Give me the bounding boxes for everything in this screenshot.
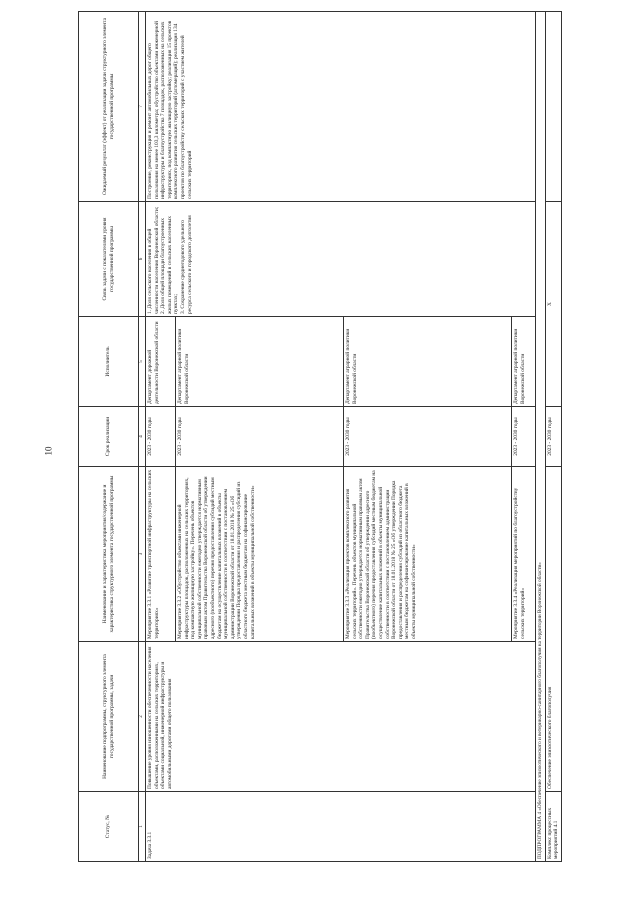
- col-number: 2: [139, 642, 146, 792]
- col-number: 1: [139, 792, 146, 862]
- event-term: 2023 - 2030 годы: [512, 407, 536, 467]
- complex-empty: [545, 12, 561, 202]
- task-result: Построение, реконструкция и ремонт автомобильных дорог общего пользования на менее 103,3 километра; обустройство объектами инженерной инфраструктуры и благоустройства 7 площадок, расположенных на сельских территориях, под компактную жилищную застройку; реализация 15 проектов комплексного развития сельских территорий (агломераций); реализация 134 проектов по благоустройству сельских территорий с участием жителей сельских территорий: [146, 12, 536, 202]
- event-executor: Департамент аграрной политики Воронежской области: [344, 317, 512, 407]
- table-row: [146, 12, 176, 862]
- complex-mark: X: [545, 202, 561, 407]
- complex-name: Обеспечение эпизоотического благополучия: [545, 467, 561, 792]
- column-number-row: [139, 12, 146, 862]
- subprogram-title: ПОДПРОГРАММА 4 «Обеспечение эпизоотического и ветеринарно-санитарного благополучия на территории Воронежской области»: [536, 12, 546, 862]
- complex-row: [545, 12, 561, 862]
- header-event: Наименование и характеристика мероприятия/содержание и характеристика структурного элемента государственной программы: [79, 467, 139, 642]
- col-number: 3: [139, 467, 146, 642]
- event-term: 2023 - 2030 годы: [344, 407, 512, 467]
- col-number: 5: [139, 317, 146, 407]
- program-table: [78, 11, 562, 862]
- header-indicators: Связь задачи с показателями уровня государственной программы: [79, 202, 139, 317]
- header-name: Наименование подпрограммы, структурного элемента государственной программы, задачи: [79, 642, 139, 792]
- task-status: Задача 3.3.1: [146, 792, 536, 862]
- event-name: Мероприятие 3.3.3 «Реализация проектов комплексного развития сельских территорий». Перечень объектов муниципальной собственности ежегодно утверждается нормативным правовым актом Правительства Воронежской области об утверждении адресного (пообъектного) перечня предоставления субсидий местным бюджетам на осуществление капитальных вложений в объекты муниципальной собственности в соответствии с постановлением администрации Воронежской области от 18.01.2018 № 25 «Об утверждении Порядка предоставления и распределения субсидий из областного бюджета местным бюджетам на софинансирование капитальных вложений в объекты муниципальной собственности»: [344, 467, 512, 642]
- event-term: 2023 - 2030 годы: [146, 407, 176, 467]
- complex-term: 2023 - 2030 годы: [545, 407, 561, 467]
- event-name: Мероприятие 3.3.4 «Реализация мероприятий по благоустройству сельских территорий»: [512, 467, 536, 642]
- header-executor: Исполнитель: [79, 317, 139, 407]
- subprogram-row: [536, 12, 546, 862]
- event-executor: Департамент аграрной политики Воронежской области: [176, 317, 344, 407]
- event-executor: Департамент дорожной деятельности Воронежской области: [146, 317, 176, 407]
- col-number: 7: [139, 12, 146, 202]
- event-term: 2023 - 2030 годы: [176, 407, 344, 467]
- page-number: 10: [43, 446, 54, 456]
- col-number: 6: [139, 202, 146, 317]
- header-term: Срок реализации: [79, 407, 139, 467]
- complex-status: Комплекс процессных мероприятий 4.1: [545, 792, 561, 862]
- task-indicators: 1. Доля сельского населения в общей численности населения Воронежской области; 2. Доля общей площади благоустроенных жилых помещений в сельских населенных пунктах; 3. Сохранение среднегодового удельного ресурса сельского и городского долголетия: [146, 202, 536, 317]
- header-status: Статус, №: [79, 792, 139, 862]
- event-name: Мероприятие 3.3.1 «Развитие транспортной инфраструктуры на сельских территориях»: [146, 467, 176, 642]
- event-executor: Департамент аграрной политики Воронежской области: [512, 317, 536, 407]
- col-number: 4: [139, 407, 146, 467]
- event-name: Мероприятие 3.3.2 «Обустройство объектами инженерной инфраструктуры площадок, расположенных на сельских территориях, под компактную жилищную застройку». Перечень объектов муниципальной собственности ежегодно утверждается нормативным правовым актом Правительства Воронежской области об утверждении адресного (пообъектного) перечня предоставления субсидий местным бюджетам на осуществление капитальных вложений в объекты муниципальной собственности в соответствии с постановлением администрации Воронежской области от 18.01.2018 № 25 «Об утверждении Порядка предоставления и распределения субсидий из областного бюджета местным бюджетам на софинансирование капитальных вложений в объекты муниципальной собственности»: [176, 467, 344, 642]
- task-name: Повышение уровня изношенности обеспеченности населения объектами, расположенными на сельских территориях, объектами социальной, инженерной инфраструктуры и автомобильными дорогами общего пользования: [146, 642, 536, 792]
- header-result: Ожидаемый результат (эффект) от реализации задачи структурного элемента государственной программы: [79, 12, 139, 202]
- program-table-sheet: [78, 12, 628, 862]
